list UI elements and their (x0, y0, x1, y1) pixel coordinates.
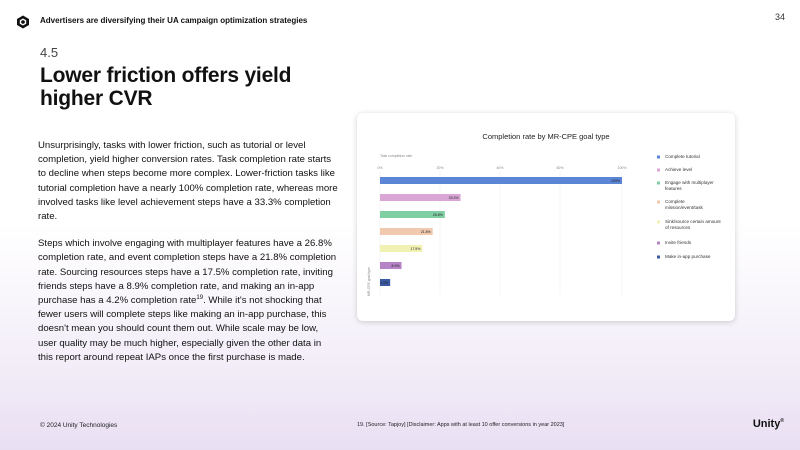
header-title: Advertisers are diversifying their UA campaign optimization strategies (40, 16, 308, 25)
bar-value-label: 26.8% (432, 213, 443, 217)
bar-value-label: 8.9% (391, 264, 400, 268)
x-tick-label: 100% (617, 166, 627, 170)
legend-swatch (657, 169, 660, 172)
brand-name: Unity (752, 418, 781, 430)
bar-value-label: 33.3% (448, 196, 459, 200)
y-axis-label: MR-CPE goal type (367, 267, 371, 296)
x-tick-label: 0% (377, 166, 383, 170)
footnote-ref: 19 (196, 294, 204, 301)
legend-label: Complete mission/event/task (665, 199, 703, 210)
x-tick-label: 20% (436, 166, 444, 170)
legend-swatch (657, 156, 660, 159)
section-number: 4.5 (40, 45, 59, 60)
bar-value-label: 100% (611, 179, 620, 183)
body-paragraph-1: Unsurprisingly, tasks with lower friction, such as tutorial or level completion, yield higher conversion rates. Task completion rate starts to decline when steps become more complex. Lower-friction tasks like tutorial completion have a nearly 100% completion rate, whereas more involved tasks like level achievement steps have a 33.3% completion rate. (38, 140, 338, 223)
legend-label: Invite friends (665, 240, 692, 245)
legend-swatch (657, 221, 660, 224)
bar (380, 177, 622, 184)
legend-label: Engage with multiplayer features (665, 180, 714, 191)
page-title: Lower friction offers yield higher CVR (40, 64, 292, 110)
legend-swatch (657, 242, 660, 245)
footer-copyright: © 2024 Unity Technologies (40, 422, 118, 429)
bar-value-label: 21.8% (420, 230, 431, 234)
footer-note: 19. [Source: Tapjoy] [Disclaimer: Apps with at least 10 offer conversions in year 2023] (357, 422, 565, 428)
x-axis-label: Task completion rate (380, 154, 413, 158)
page-number: 34 (774, 12, 785, 22)
body-paragraph-2 (38, 237, 338, 365)
unity-cube-icon (16, 15, 30, 29)
x-tick-label: 60% (556, 166, 564, 170)
bar-value-label: 4.2% (380, 281, 389, 285)
legend-label: Sink/source certain amount of resources (665, 219, 721, 230)
legend-label: Achieve level (665, 167, 693, 172)
legend-swatch (657, 182, 660, 185)
footer-brand-logo (753, 418, 784, 430)
completion-rate-chart (357, 113, 735, 321)
body-paragraph-2-rest: . While it's not shocking that fewer users will complete steps like making an in-app purchase, this doesn't mean you should count them out. While scale may be low, user quality may be much higher, especially given the other data in this report around repeat IAPs once the first purchase is made. (38, 295, 327, 363)
legend-swatch (657, 201, 660, 204)
legend-swatch (657, 256, 660, 259)
body-paragraph-2-text: Steps which involve engaging with multiplayer features have a 26.8% completion rate, and event completion steps have a 21.8% completion rate. Sourcing resources steps have a 17.5% completion rate, inviting friends steps have a 8.9% completion rate, and making an in-app purchase has a 4.2% completion rate (38, 238, 337, 307)
chart-title: Completion rate by MR-CPE goal type (482, 132, 610, 141)
bar-value-label: 17.5% (410, 247, 421, 251)
body-text (38, 139, 338, 378)
chart-card (357, 113, 735, 321)
legend-label: Make in-app purchase (665, 254, 711, 259)
x-tick-label: 40% (496, 166, 504, 170)
legend-label: Complete tutorial (665, 154, 700, 159)
brand-mark: ® (780, 418, 784, 424)
